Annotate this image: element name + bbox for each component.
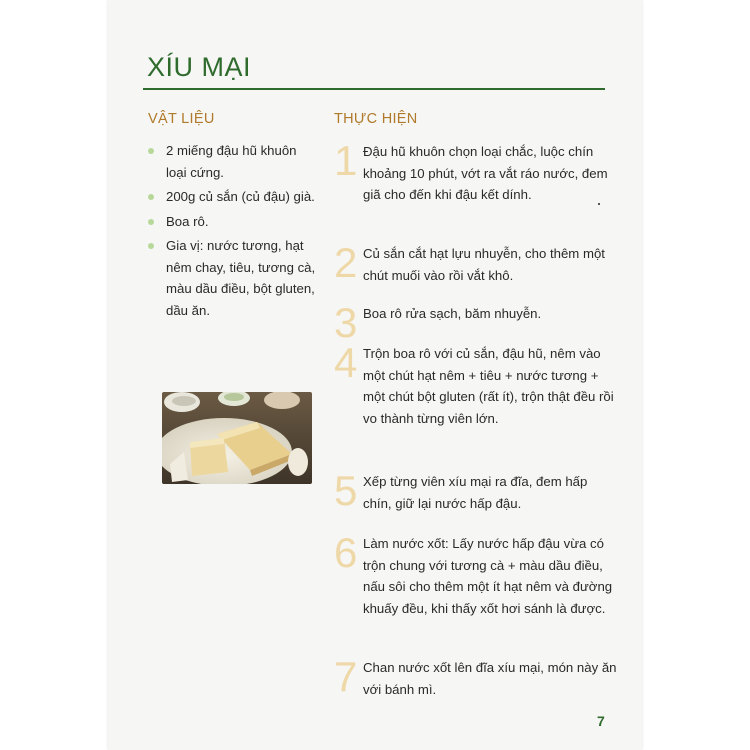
page-number: 7	[597, 713, 605, 729]
recipe-title: XÍU MẠI	[147, 52, 252, 82]
ingredient-text: Boa rô.	[166, 213, 209, 229]
dish-photo-image	[162, 392, 312, 484]
ingredients-heading: VẬT LIỆU	[148, 111, 215, 127]
step-text: Boa rô rửa sạch, băm nhuyễn.	[363, 306, 542, 321]
step-number: 5	[334, 467, 358, 514]
print-mark	[598, 203, 600, 205]
step-text: Chan nước xốt lên đĩa xíu mại, món này ăn với bánh mì.	[363, 660, 617, 697]
ingredient-text: 200g củ sắn (củ đậu) già.	[166, 189, 315, 204]
step-number: 1	[334, 137, 358, 184]
dish-photo	[162, 392, 312, 484]
ingredient-item	[148, 211, 318, 233]
step-text: Xếp từng viên xíu mại ra đĩa, đem hấp chín, giữ lại nước hấp đậu.	[363, 474, 588, 511]
ingredient-item	[148, 235, 318, 321]
title-divider	[143, 88, 605, 90]
ingredient-item	[148, 186, 318, 208]
bullet-icon	[148, 194, 154, 200]
step-number: 4	[334, 339, 358, 386]
step-text: Đậu hũ khuôn chọn loại chắc, luộc chín khoảng 10 phút, vớt ra vắt ráo nước, đem giã cho đến khi đậu kết dính.	[363, 144, 608, 202]
bullet-icon	[148, 219, 154, 225]
step-number: 2	[334, 239, 358, 286]
step-number: 7	[334, 653, 358, 700]
step-text: Làm nước xốt: Lấy nước hấp đậu vừa có trộn chung với tương cà + màu dầu điều, nấu sôi cho thêm một ít hạt nêm và đường khuấy đều, khi thấy xốt hơi sánh là được.	[363, 536, 613, 616]
method-heading: THỰC HIỆN	[334, 111, 418, 127]
step-text: Trộn boa rô với củ sắn, đậu hũ, nêm vào một chút hạt nêm + tiêu + nước tương + một chút bột gluten (rất ít), trộn thật đều rồi vo thành từng viên lớn.	[363, 346, 614, 426]
ingredient-text: Gia vị: nước tương, hạt nêm chay, tiêu, tương cà, màu dầu điều, bột gluten, dầu ăn.	[166, 238, 316, 318]
ingredient-text: 2 miếng đậu hũ khuôn loại cứng.	[166, 143, 297, 180]
bullet-icon	[148, 148, 154, 154]
step-number: 6	[334, 529, 358, 576]
bullet-icon	[148, 243, 154, 249]
step-number: 3	[334, 299, 358, 346]
step-text: Củ sắn cắt hạt lựu nhuyễn, cho thêm một chút muối vào rồi vắt khô.	[363, 246, 605, 283]
ingredient-item	[148, 140, 318, 183]
ingredients-list	[148, 140, 318, 324]
